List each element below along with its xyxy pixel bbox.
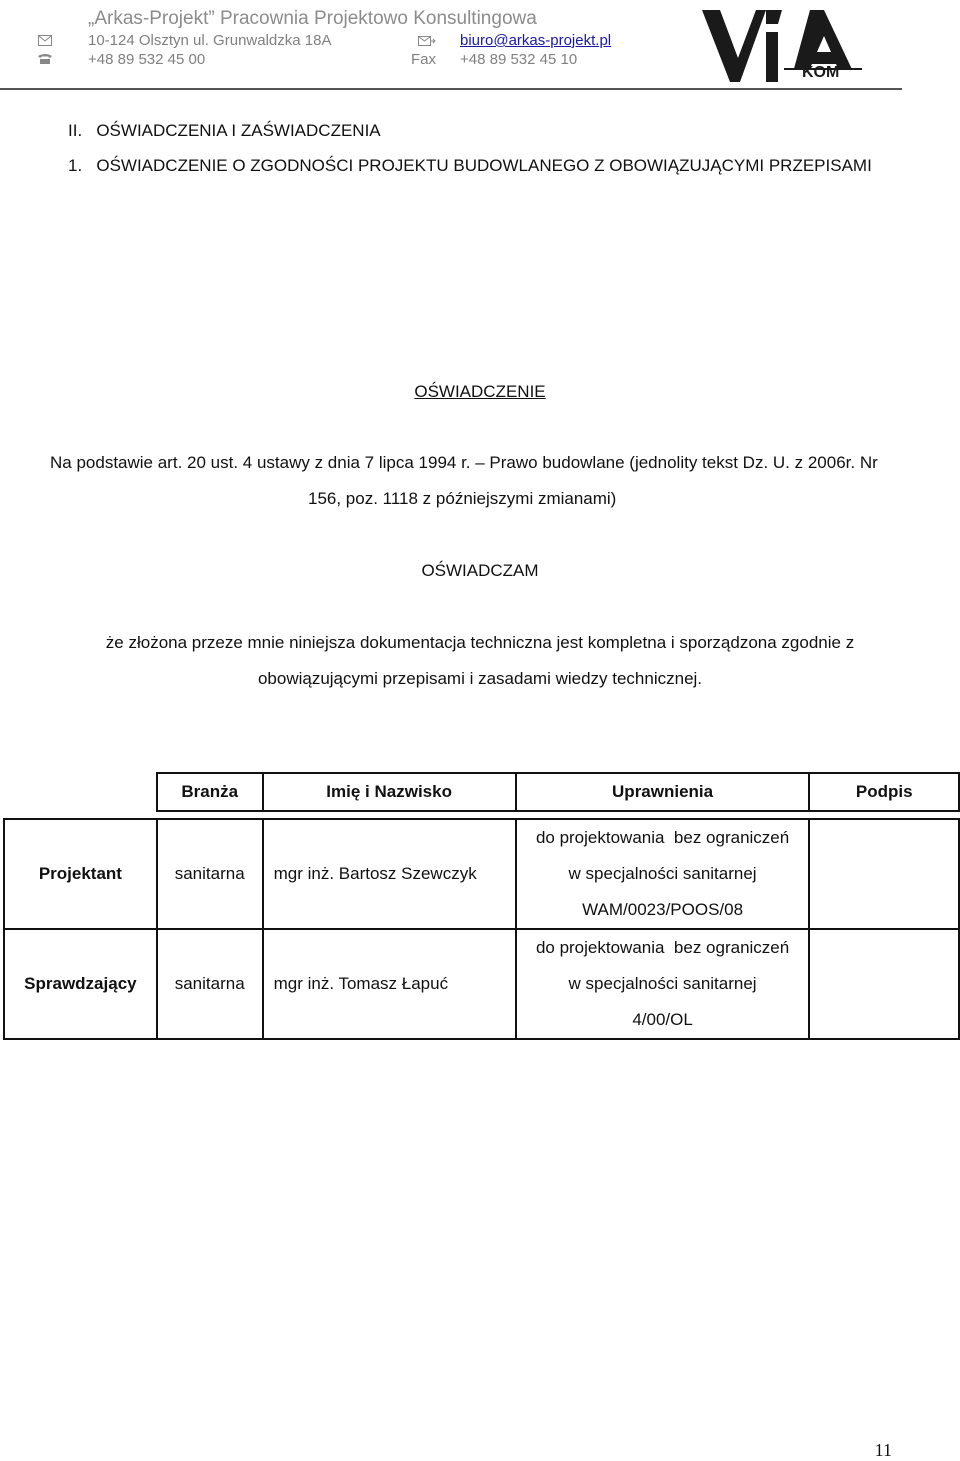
- header-permissions: Uprawnienia: [516, 773, 810, 811]
- signature-cell: [809, 819, 959, 929]
- header-signature: Podpis: [809, 773, 959, 811]
- permission-number: 4/00/OL: [632, 1010, 693, 1029]
- declaration-word: OŚWIADCZAM: [421, 561, 539, 580]
- company-fax: +48 89 532 45 10: [460, 51, 578, 68]
- company-name: „Arkas-Projekt” Pracownia Projektowo Konsultingowa: [88, 8, 537, 29]
- fax-label: Fax: [411, 51, 437, 68]
- header-divider: [0, 88, 902, 90]
- role-designer: Projektant: [4, 819, 157, 929]
- permissions-cell: [516, 819, 810, 929]
- envelope-icon: [38, 34, 52, 49]
- page-number: 11: [874, 1440, 892, 1460]
- name-cell: mgr inż. Bartosz Szewczyk: [263, 819, 516, 929]
- signature-cell: [809, 929, 959, 1039]
- permission-line: do projektowania bez ograniczeń: [535, 938, 790, 957]
- viakom-logo: [700, 6, 870, 89]
- section-title: II. OŚWIADCZENIA I ZAŚWIADCZENIA: [68, 121, 381, 140]
- legal-basis: [50, 445, 910, 517]
- name-cell: mgr inż. Tomasz Łapuć: [263, 929, 516, 1039]
- company-email-link[interactable]: biuro@arkas-projekt.pl: [460, 32, 612, 49]
- logo-sub-text: KOM: [802, 64, 840, 81]
- company-phone: +48 89 532 45 00: [88, 51, 206, 68]
- table-row: [4, 929, 959, 1039]
- header-branza: Branża: [157, 773, 263, 811]
- declaration-line-2: obowiązującymi przepisami i zasadami wiedzy technicznej.: [257, 669, 703, 688]
- permission-number: WAM/0023/POOS/08: [582, 900, 744, 919]
- declaration-line-1: że złożona przeze mnie niniejsza dokumentacja techniczna jest kompletna i sporządzona zgodnie z: [105, 633, 855, 652]
- subsection-title: 1. OŚWIADCZENIE O ZGODNOŚCI PROJEKTU BUDOWLANEGO Z OBOWIĄZUJĄCYMI PRZEPISAMI: [68, 156, 872, 175]
- statement-heading: OŚWIADCZENIE: [414, 382, 546, 401]
- declaration-body: [50, 625, 910, 697]
- signatories-table: [3, 772, 960, 1040]
- phone-icon: [37, 53, 53, 68]
- permission-line: w specjalności sanitarnej: [568, 864, 757, 883]
- role-reviewer: Sprawdzający: [4, 929, 157, 1039]
- email-icon: [418, 35, 436, 50]
- table-corner: [4, 773, 157, 811]
- permissions-cell: [516, 929, 810, 1039]
- company-address: 10-124 Olsztyn ul. Grunwaldzka 18A: [88, 32, 332, 49]
- legal-basis-line-2: 156, poz. 1118 z późniejszymi zmianami): [308, 489, 617, 508]
- header-name: Imię i Nazwisko: [263, 773, 516, 811]
- permission-line: do projektowania bez ograniczeń: [535, 828, 790, 847]
- table-row: [4, 819, 959, 929]
- permission-line: w specjalności sanitarnej: [568, 974, 757, 993]
- legal-basis-line-1: Na podstawie art. 20 ust. 4 ustawy z dnia 7 lipca 1994 r. – Prawo budowlane (jednolity tekst Dz. U. z 2006r. Nr: [50, 453, 878, 472]
- branch-cell: sanitarna: [157, 819, 263, 929]
- branch-cell: sanitarna: [157, 929, 263, 1039]
